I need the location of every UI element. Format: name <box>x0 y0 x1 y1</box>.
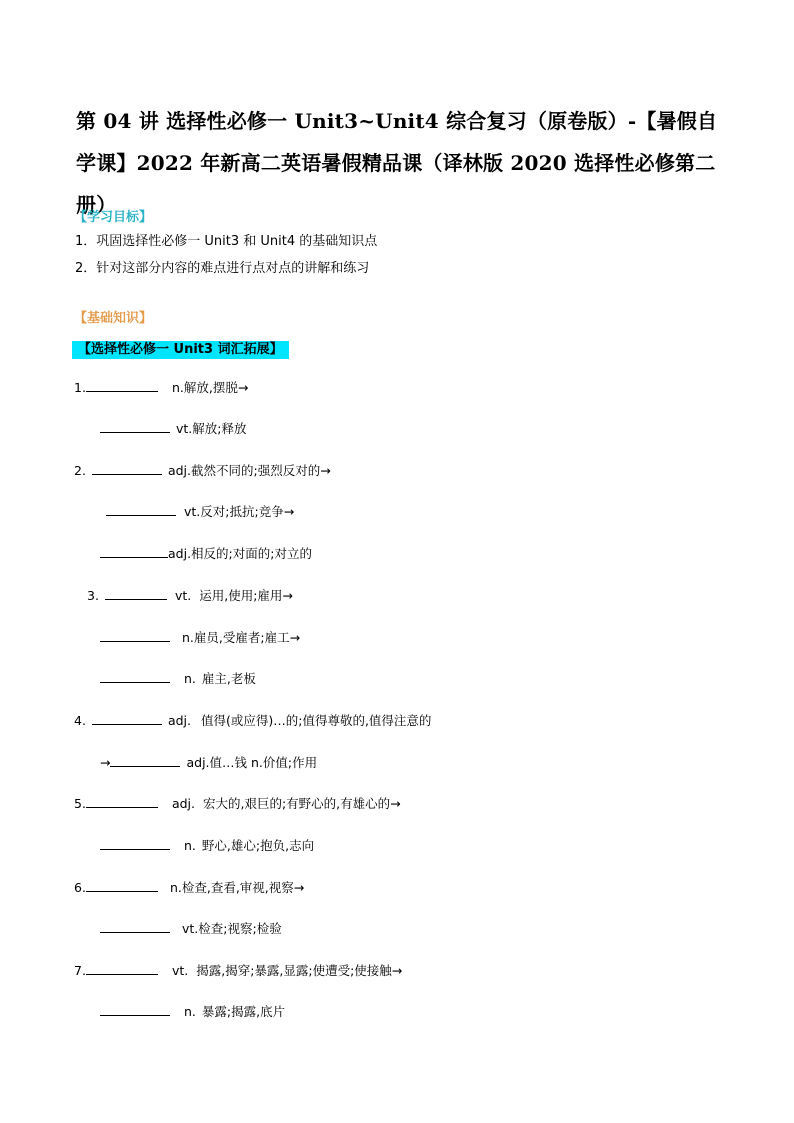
answer-blank[interactable] <box>86 795 158 808</box>
definition: 解放;释放 <box>192 421 247 436</box>
definition: 解放,摆脱→ <box>183 380 249 395</box>
item-number: → <box>100 755 111 770</box>
definition: 截然不同的;强烈反对的→ <box>190 463 331 478</box>
answer-blank[interactable] <box>106 503 176 516</box>
part-of-speech: adj. <box>167 713 191 728</box>
definition: 值得(或应得)…的;值得尊敬的,值得注意的 <box>200 713 432 728</box>
item-number: 6. <box>74 880 86 895</box>
part-of-speech: adj. <box>167 463 191 478</box>
answer-blank[interactable] <box>92 712 162 725</box>
answer-blank[interactable] <box>100 420 170 433</box>
vocab-item <box>100 628 300 646</box>
vocab-item <box>100 1002 285 1020</box>
definition: 雇主,老板 <box>201 671 256 686</box>
part-of-speech: n. <box>184 671 196 686</box>
definition: 检查,查看,审视,视察→ <box>181 880 305 895</box>
answer-blank[interactable] <box>100 1003 170 1016</box>
goal-item-1: 1．巩固选择性必修一 Unit3 和 Unit4 的基础知识点 <box>75 234 378 249</box>
basic-knowledge-tag: 【基础知识】 <box>74 311 153 326</box>
answer-blank[interactable] <box>86 879 158 892</box>
definition: 反对;抵抗;竞争→ <box>200 504 295 519</box>
answer-blank[interactable] <box>86 379 158 392</box>
vocab-item <box>100 544 312 562</box>
item-number: 1. <box>74 380 86 395</box>
item-number: 4. <box>74 713 86 728</box>
goal-item-2: 2．针对这部分内容的难点进行点对点的讲解和练习 <box>75 261 370 276</box>
vocab-item <box>87 586 293 604</box>
part-of-speech: vt. <box>171 963 189 978</box>
vocab-item <box>100 836 314 854</box>
vocab-item <box>74 378 248 396</box>
vocab-item <box>100 669 256 687</box>
part-of-speech: vt. <box>182 921 199 936</box>
vocab-item <box>74 711 431 729</box>
vocab-item <box>74 794 401 812</box>
part-of-speech: vt. <box>176 421 193 436</box>
item-number: 2. <box>74 463 86 478</box>
vocab-item <box>100 753 317 771</box>
document-title: 第 04 讲 选择性必修一 Unit3~Unit4 综合复习（原卷版）-【暑假自学课】2022 年新高二英语暑假精品课（译林版 2020 选择性必修第二册） <box>76 109 718 217</box>
definition: 宏大的,艰巨的;有野心的,有雄心的→ <box>202 796 401 811</box>
learning-goals-tag: 【学习目标】 <box>74 210 153 225</box>
vocab-item <box>106 502 294 520</box>
answer-blank[interactable] <box>100 670 170 683</box>
answer-blank[interactable] <box>105 587 167 600</box>
item-number: 5. <box>74 796 86 811</box>
part-of-speech: adj. <box>168 546 192 561</box>
vocab-item <box>100 419 247 437</box>
part-of-speech: vt. <box>174 588 192 603</box>
part-of-speech: n. <box>182 630 194 645</box>
definition: 运用,使用;雇用→ <box>199 588 293 603</box>
answer-blank[interactable] <box>100 920 170 933</box>
vocab-item <box>74 961 402 979</box>
vocab-item <box>100 919 282 937</box>
part-of-speech: n. <box>171 380 184 395</box>
item-number: 7. <box>74 963 86 978</box>
vocab-item <box>74 878 304 896</box>
answer-blank[interactable] <box>100 629 170 642</box>
definition: 雇员,受雇者;雇工→ <box>193 630 301 645</box>
definition: 相反的;对面的;对立的 <box>191 546 312 561</box>
answer-blank[interactable] <box>92 462 162 475</box>
item-number: 3. <box>87 588 99 603</box>
part-of-speech: n. <box>169 880 182 895</box>
definition: 揭露,揭穿;暴露,显露;使遭受;使接触→ <box>196 963 403 978</box>
answer-blank[interactable] <box>110 754 180 767</box>
answer-blank[interactable] <box>100 545 168 558</box>
definition: 值…钱 n.价值;作用 <box>209 755 318 770</box>
section-label: 【选择性必修一 Unit3 词汇拓展】 <box>72 341 289 359</box>
answer-blank[interactable] <box>86 962 158 975</box>
part-of-speech: adj. <box>171 796 195 811</box>
part-of-speech: n. <box>184 838 196 853</box>
definition: 检查;视察;检验 <box>198 921 282 936</box>
definition: 野心,雄心;抱负,志向 <box>201 838 315 853</box>
vocab-item <box>74 461 331 479</box>
part-of-speech: adj. <box>186 755 210 770</box>
part-of-speech: n. <box>184 1004 196 1019</box>
part-of-speech: vt. <box>184 504 201 519</box>
definition: 暴露;揭露,底片 <box>201 1004 286 1019</box>
answer-blank[interactable] <box>100 837 170 850</box>
